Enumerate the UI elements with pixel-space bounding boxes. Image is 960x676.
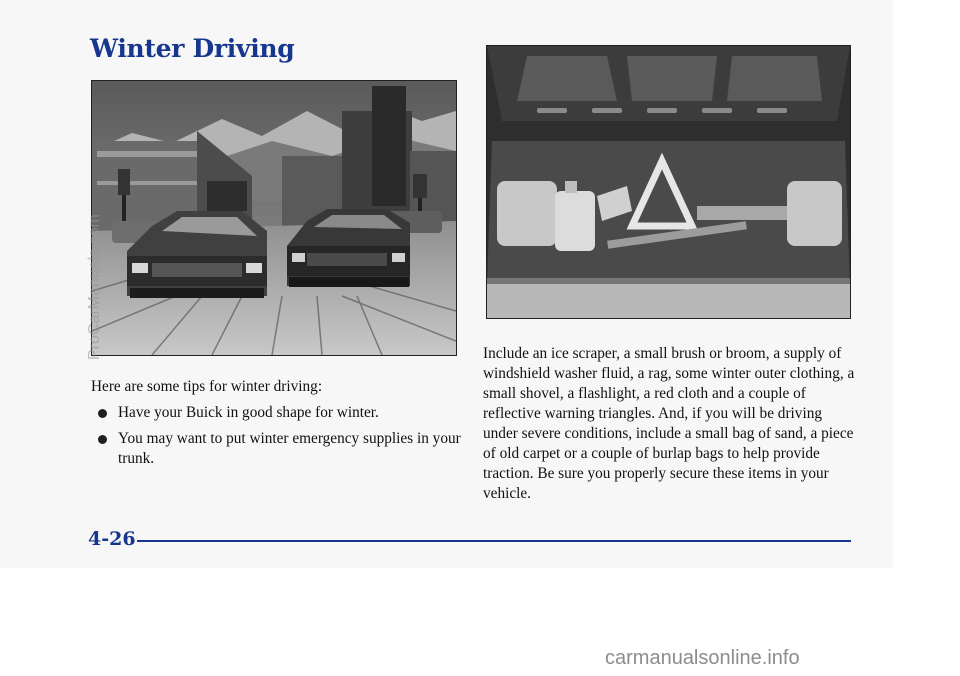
footer-rule <box>137 540 851 542</box>
bullet-text: Have your Buick in good shape for winter. <box>118 404 379 421</box>
bottom-watermark: carmanualsonline.info <box>605 647 800 669</box>
bullet-icon <box>98 435 107 444</box>
supplies-paragraph: Include an ice scraper, a small brush or broom, a supply of windshield washer fluid, a rag, some winter outer clothing, a small shovel, a flashlight, a red cloth and a couple of reflective warning triangles. And, if you will be driving under severe conditions, include a small bag of sand, a piece of old carpet or a couple of burlap bags to help provide traction. Be sure you properly secure these items in your vehicle. <box>483 345 855 502</box>
list-item <box>96 429 461 469</box>
page-title: Winter Driving <box>90 34 295 63</box>
page-number: 4-26 <box>88 528 136 550</box>
side-watermark: ProCarManuals.com <box>86 214 103 360</box>
bullet-icon <box>98 409 107 418</box>
intro-text: Here are some tips for winter driving: <box>91 378 323 395</box>
tips-list <box>96 403 461 475</box>
list-item <box>96 403 461 423</box>
trunk-illustration <box>486 45 851 319</box>
winter-scene-illustration <box>91 80 457 356</box>
bullet-text: You may want to put winter emergency supplies in your trunk. <box>118 430 461 467</box>
